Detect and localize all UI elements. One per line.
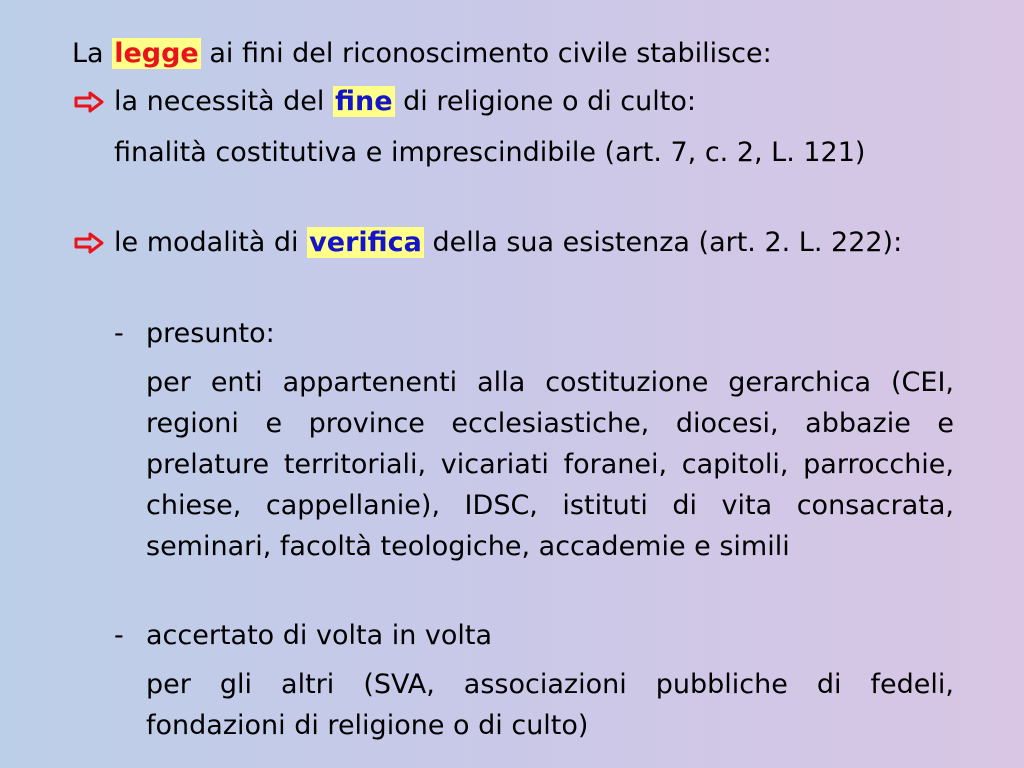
bullet2-text bbox=[114, 222, 954, 263]
intro-line bbox=[72, 33, 772, 74]
intro-prefix: La bbox=[72, 38, 104, 69]
keyword-legge: legge bbox=[114, 38, 199, 69]
sub1-dash: - bbox=[114, 318, 124, 349]
sub1-label: presunto: bbox=[146, 318, 275, 349]
bullet2-prefix: le modalità di bbox=[114, 227, 299, 258]
sub2-label: accertato di volta in volta bbox=[146, 620, 493, 651]
keyword-verifica: verifica bbox=[309, 227, 422, 258]
bullet1-suffix: di religione o di culto: bbox=[403, 86, 696, 117]
bullet1-line bbox=[114, 81, 696, 122]
sub2-detail: per gli altri (SVA, associazioni pubbliche di fedeli, fondazioni di religione o di culto) bbox=[146, 669, 954, 741]
arrow-right-icon bbox=[74, 232, 104, 254]
intro-suffix: ai fini del riconoscimento civile stabilisce: bbox=[209, 38, 772, 69]
keyword-fine: fine bbox=[335, 86, 393, 117]
bullet2-suffix: della sua esistenza (art. 2. L. 222): bbox=[432, 227, 903, 258]
sub1-detail: per enti appartenenti alla costituzione gerarchica (CEI, regioni e province ecclesiastiche, diocesi, abbazie e prelature territoriali, vicariati foranei, capitoli, parrocchie, chiese, cappellanie), IDSC, istituti di vita consacrata, seminari, facoltà teologiche, accademie e simili bbox=[146, 367, 954, 562]
bullet1-prefix: la necessità del bbox=[114, 86, 325, 117]
bullet1-detail: finalità costitutiva e imprescindibile (art. 7, c. 2, L. 121) bbox=[114, 137, 866, 168]
sub2-dash: - bbox=[114, 620, 124, 651]
arrow-right-icon bbox=[74, 91, 104, 113]
